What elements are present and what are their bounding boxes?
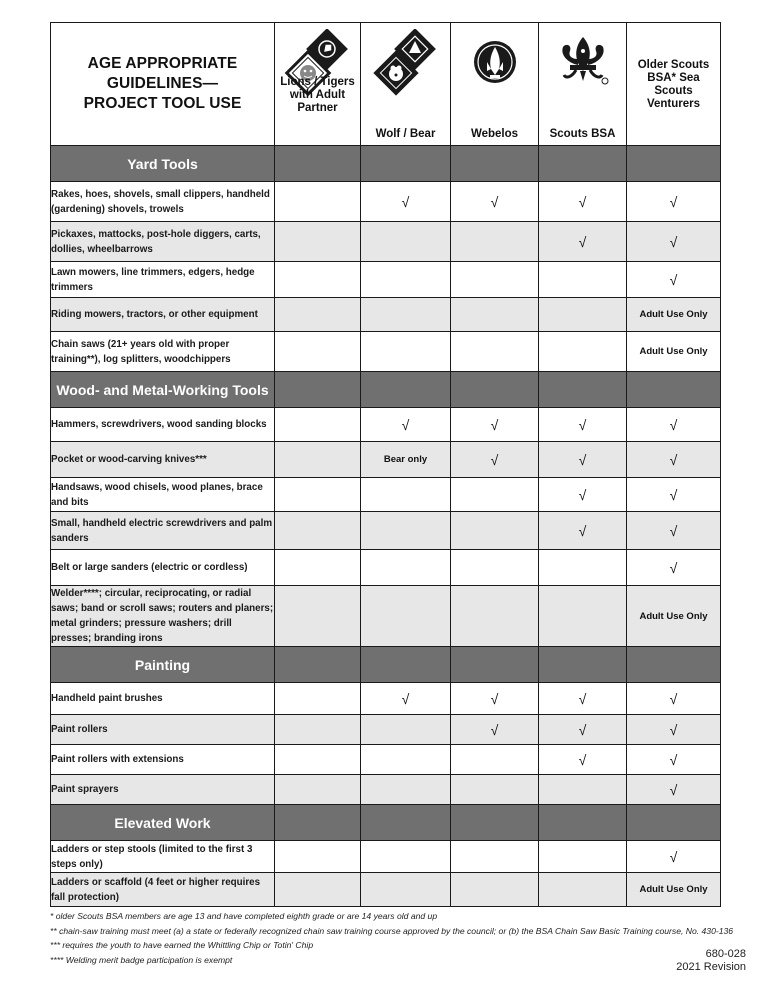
empty-cell [361, 298, 451, 332]
check-mark-cell: √ [539, 715, 627, 745]
empty-cell [451, 332, 539, 372]
section-header-cell [361, 647, 451, 683]
section-header-cell [275, 805, 361, 841]
empty-cell [361, 745, 451, 775]
table-row [51, 478, 721, 512]
check-mark-cell: √ [627, 182, 721, 222]
document-number-block [676, 948, 746, 974]
section-header-row [51, 146, 721, 182]
empty-cell [451, 841, 539, 873]
footnote: * older Scouts BSA members are age 13 and have completed eighth grade or are 14 years old and up [50, 911, 438, 921]
empty-cell [361, 841, 451, 873]
table-row [51, 512, 721, 550]
empty-cell [275, 550, 361, 586]
empty-cell [361, 262, 451, 298]
check-mark-cell: √ [627, 222, 721, 262]
empty-cell [361, 775, 451, 805]
empty-cell [451, 262, 539, 298]
check-mark-cell: √ [627, 512, 721, 550]
section-header-cell [539, 146, 627, 182]
empty-cell [275, 683, 361, 715]
section-header-cell [627, 372, 721, 408]
empty-cell [361, 873, 451, 907]
title-line: AGE APPROPRIATE [87, 55, 238, 72]
tool-description: Hammers, screwdrivers, wood sanding blocks [51, 408, 275, 442]
empty-cell [275, 262, 361, 298]
revision-label: 2021 Revision [676, 961, 746, 973]
tool-description: Rakes, hoes, shovels, small clippers, handheld (gardening) shovels, trowels [51, 182, 275, 222]
empty-cell [275, 332, 361, 372]
empty-cell [451, 222, 539, 262]
section-header-cell [361, 146, 451, 182]
tool-description: Handsaws, wood chisels, wood planes, brace and bits [51, 478, 275, 512]
footnotes [50, 909, 740, 968]
section-header-cell [361, 805, 451, 841]
empty-cell [451, 512, 539, 550]
section-header-cell [451, 372, 539, 408]
table-row [51, 262, 721, 298]
fleur-de-lis-icon [539, 29, 626, 99]
table-row [51, 745, 721, 775]
empty-cell [275, 586, 361, 647]
tool-description: Chain saws (21+ years old with proper training**), log splitters, woodchippers [51, 332, 275, 372]
tool-description: Pocket or wood-carving knives*** [51, 442, 275, 478]
table-row [51, 298, 721, 332]
tool-description: Small, handheld electric screwdrivers and palm sanders [51, 512, 275, 550]
empty-cell [275, 298, 361, 332]
empty-cell [539, 298, 627, 332]
check-mark-cell: √ [451, 408, 539, 442]
check-mark-cell: √ [627, 478, 721, 512]
table-row [51, 841, 721, 873]
section-header-cell [627, 146, 721, 182]
empty-cell [275, 873, 361, 907]
permission-note-cell: Bear only [361, 442, 451, 478]
empty-cell [275, 841, 361, 873]
section-header-cell [539, 372, 627, 408]
empty-cell [451, 745, 539, 775]
footnote: **** Welding merit badge participation is exempt [50, 955, 233, 966]
title-line: PROJECT TOOL USE [83, 95, 242, 112]
permission-note-cell: Adult Use Only [627, 873, 721, 907]
footnote: ** chain-saw training must meet (a) a state or federally recognized chain saw training course approved by the council; or (b) the BSA Chain Saw Basic Training course, No. 430-136 [50, 925, 734, 936]
section-header-cell [627, 647, 721, 683]
section-header-row [51, 372, 721, 408]
column-label: Webelos [470, 128, 519, 140]
check-mark-cell: √ [451, 715, 539, 745]
empty-cell [275, 745, 361, 775]
check-mark-cell: √ [627, 683, 721, 715]
document-number: 680-028 [705, 948, 746, 960]
empty-cell [451, 775, 539, 805]
check-mark-cell: √ [451, 442, 539, 478]
check-mark-cell: √ [361, 683, 451, 715]
empty-cell [275, 222, 361, 262]
check-mark-cell: √ [627, 775, 721, 805]
permission-note-cell: Adult Use Only [627, 298, 721, 332]
tool-description: Handheld paint brushes [51, 683, 275, 715]
check-mark-cell: √ [451, 683, 539, 715]
table-row [51, 775, 721, 805]
section-header-cell [361, 372, 451, 408]
check-mark-cell: √ [627, 262, 721, 298]
empty-cell [361, 715, 451, 745]
tool-description: Paint rollers with extensions [51, 745, 275, 775]
section-header-cell [451, 647, 539, 683]
column-header-scouts-bsa [539, 23, 627, 146]
header-row [51, 23, 721, 146]
check-mark-cell: √ [627, 442, 721, 478]
section-title: Elevated Work [51, 805, 275, 841]
tool-description: Riding mowers, tractors, or other equipment [51, 298, 275, 332]
table-row [51, 408, 721, 442]
empty-cell [275, 715, 361, 745]
tool-description: Ladders or step stools (limited to the first 3 steps only) [51, 841, 275, 873]
column-label: Wolf / Bear [375, 128, 436, 140]
tool-description: Pickaxes, mattocks, post-hole diggers, carts, dollies, wheelbarrows [51, 222, 275, 262]
empty-cell [539, 586, 627, 647]
check-mark-cell: √ [539, 683, 627, 715]
tool-description: Ladders or scaffold (4 feet or higher requires fall protection) [51, 873, 275, 907]
section-header-cell [275, 647, 361, 683]
check-mark-cell: √ [539, 442, 627, 478]
empty-cell [539, 775, 627, 805]
check-mark-cell: √ [539, 182, 627, 222]
tool-description: Belt or large sanders (electric or cordless) [51, 550, 275, 586]
section-header-cell [627, 805, 721, 841]
empty-cell [361, 550, 451, 586]
section-header-cell [451, 146, 539, 182]
empty-cell [539, 550, 627, 586]
title-line: GUIDELINES— [106, 75, 219, 92]
check-mark-cell: √ [539, 512, 627, 550]
tool-description: Welder****; circular, reciprocating, or radial saws; band or scroll saws; routers and planers; metal grinders; pressure washers; drill presses; branding irons [51, 586, 275, 647]
section-header-cell [451, 805, 539, 841]
tool-description: Paint sprayers [51, 775, 275, 805]
check-mark-cell: √ [539, 222, 627, 262]
empty-cell [275, 775, 361, 805]
tool-use-table [50, 22, 721, 907]
check-mark-cell: √ [539, 408, 627, 442]
table-row [51, 715, 721, 745]
permission-note-cell: Adult Use Only [627, 586, 721, 647]
table-title [51, 23, 275, 146]
column-header-lions-tigers [275, 23, 361, 146]
check-mark-cell: √ [539, 745, 627, 775]
footnote: *** requires the youth to have earned the Whittling Chip or Totin' Chip [50, 940, 314, 951]
table-row [51, 586, 721, 647]
empty-cell [539, 262, 627, 298]
table-row [51, 873, 721, 907]
section-header-cell [539, 805, 627, 841]
empty-cell [539, 841, 627, 873]
empty-cell [451, 586, 539, 647]
section-title: Painting [51, 647, 275, 683]
section-header-cell [275, 146, 361, 182]
tool-description: Lawn mowers, line trimmers, edgers, hedge trimmers [51, 262, 275, 298]
table-row [51, 222, 721, 262]
section-header-row [51, 805, 721, 841]
empty-cell [451, 478, 539, 512]
section-title: Yard Tools [51, 146, 275, 182]
empty-cell [451, 550, 539, 586]
empty-cell [451, 873, 539, 907]
empty-cell [361, 332, 451, 372]
empty-cell [361, 512, 451, 550]
empty-cell [539, 332, 627, 372]
column-label: Lions / Tigers with Adult Partner [280, 76, 355, 114]
empty-cell [275, 442, 361, 478]
section-header-row [51, 647, 721, 683]
empty-cell [539, 873, 627, 907]
empty-cell [451, 298, 539, 332]
table-row [51, 683, 721, 715]
empty-cell [275, 408, 361, 442]
empty-cell [275, 182, 361, 222]
check-mark-cell: √ [539, 478, 627, 512]
permission-note-cell: Adult Use Only [627, 332, 721, 372]
column-label: Scouts BSA [549, 128, 616, 140]
table-row [51, 182, 721, 222]
empty-cell [275, 478, 361, 512]
table-row [51, 550, 721, 586]
check-mark-cell: √ [627, 550, 721, 586]
section-header-cell [539, 647, 627, 683]
check-mark-cell: √ [627, 745, 721, 775]
section-title: Wood- and Metal-Working Tools [51, 372, 275, 408]
tool-description: Paint rollers [51, 715, 275, 745]
empty-cell [275, 512, 361, 550]
check-mark-cell: √ [361, 408, 451, 442]
column-header-older-scouts [627, 23, 721, 146]
check-mark-cell: √ [361, 182, 451, 222]
wolf-bear-emblem-icon [361, 29, 450, 99]
empty-cell [361, 222, 451, 262]
column-header-webelos [451, 23, 539, 146]
webelos-emblem-icon [451, 29, 538, 99]
table-row [51, 442, 721, 478]
table-row [51, 332, 721, 372]
section-header-cell [275, 372, 361, 408]
empty-cell [361, 586, 451, 647]
column-header-wolf-bear [361, 23, 451, 146]
check-mark-cell: √ [627, 715, 721, 745]
empty-cell [361, 478, 451, 512]
check-mark-cell: √ [627, 408, 721, 442]
check-mark-cell: √ [451, 182, 539, 222]
column-label: Older Scouts BSA* Sea Scouts Venturers [637, 59, 710, 110]
check-mark-cell: √ [627, 841, 721, 873]
